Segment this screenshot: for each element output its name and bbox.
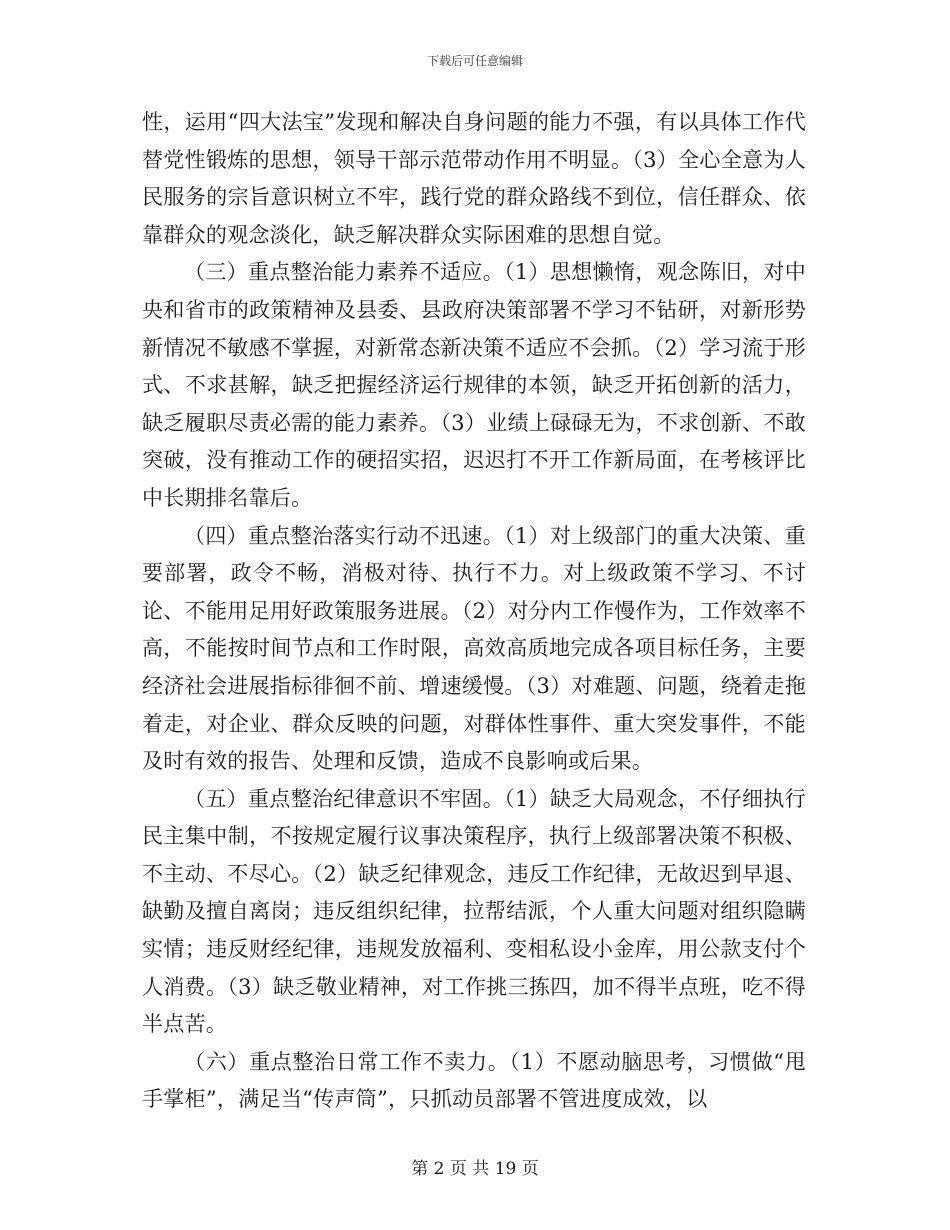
paragraph-continued: 性，运用“四大法宝”发现和解决自身问题的能力不强，有以具体工作代替党性锻炼的思想，领导干部示范带动作用不明显。（3）全心全意为人民服务的宗旨意识树立不牢，践行党的群众路线不到位，信任群众、依靠群众的观念淡化，缺乏解决群众实际困难的思想自觉。 (142, 110, 806, 247)
page-header-note: 下载后可任意编辑 (426, 54, 523, 68)
document-body (142, 104, 806, 1119)
paragraph-section-3: （三）重点整治能力素养不适应。（1）思想懒惰，观念陈旧，对中央和省市的政策精神及县委、县政府决策部署不学习不钻研，对新形势新情况不敏感不掌握，对新常态新决策不适应不会抓。（2）学习流于形式、不求甚解，缺乏把握经济运行规律的本领，缺乏开拓创新的活力，缺乏履职尽责必需的能力素养。（3）业绩上碌碌无为，不求创新、不敢突破，没有推动工作的硬招实招，迟迟打不开工作新局面，在考核评比中长期排名靠后。 (142, 260, 806, 510)
paragraph-section-5: （五）重点整治纪律意识不牢固。（1）缺乏大局观念，不仔细执行民主集中制，不按规定履行议事决策程序，执行上级部署决策不积极、不主动、不尽心。（2）缺乏纪律观念，违反工作纪律，无故迟到早退、缺勤及擅自离岗；违反组织纪律，拉帮结派，个人重大问题对组织隐瞒实情；违反财经纪律，违规发放福利、变相私设小金库，用公款支付个人消费。（3）缺乏敬业精神，对工作挑三拣四，加不得半点班，吃不得半点苦。 (142, 786, 806, 1037)
page-number: 第 2 页 共 19 页 (411, 1159, 539, 1179)
paragraph-section-6: （六）重点整治日常工作不卖力。（1）不愿动脑思考，习惯做“甩手掌柜”，满足当“传声筒”，只抓动员部署不管进度成效，以 (142, 1049, 806, 1112)
paragraph-section-4: （四）重点整治落实行动不迅速。（1）对上级部门的重大决策、重要部署，政令不畅，消极对待、执行不力。对上级政策不学习、不讨论、不能用足用好政策服务进展。（2）对分内工作慢作为，工作效率不高，不能按时间节点和工作时限，高效高质地完成各项目标任务，主要经济社会进展指标徘徊不前、增速缓慢。（3）对难题、问题，绕着走拖着走，对企业、群众反映的问题，对群体性事件、重大突发事件，不能及时有效的报告、处理和反馈，造成不良影响或后果。 (142, 523, 806, 774)
